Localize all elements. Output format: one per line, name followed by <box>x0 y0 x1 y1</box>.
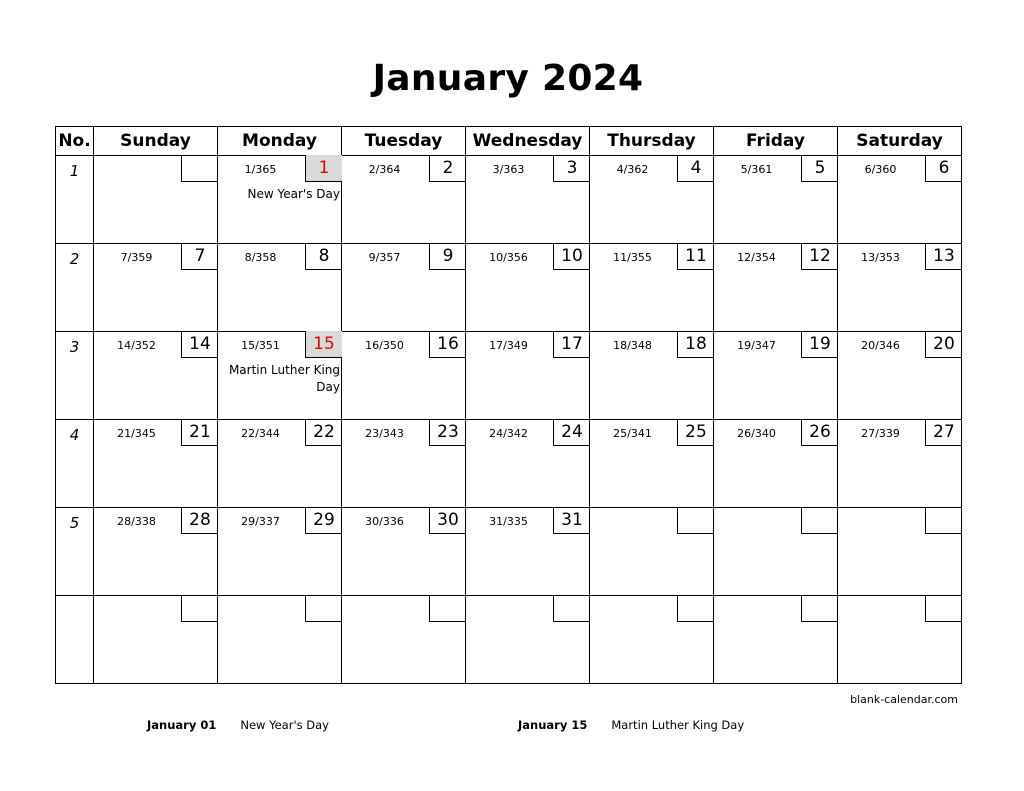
week-number <box>56 332 94 420</box>
day-cell[interactable] <box>590 596 714 684</box>
calendar-grid <box>55 126 962 684</box>
date-number: 19 <box>801 331 838 358</box>
day-cell[interactable] <box>94 420 218 508</box>
day-count: 10/356 <box>489 251 528 264</box>
week-row <box>56 508 962 596</box>
week-row <box>56 420 962 508</box>
day-count: 23/343 <box>365 427 404 440</box>
day-header-monday: Monday <box>218 127 342 156</box>
date-number: 23 <box>429 419 466 446</box>
date-number: 20 <box>925 331 962 358</box>
week-number <box>56 420 94 508</box>
week-number <box>56 244 94 332</box>
day-cell[interactable] <box>714 596 838 684</box>
date-number <box>677 595 714 622</box>
day-cell[interactable] <box>342 156 466 244</box>
date-number: 14 <box>181 331 218 358</box>
week-number-label: 2 <box>69 250 80 268</box>
day-cell[interactable] <box>342 244 466 332</box>
day-cell[interactable] <box>466 332 590 420</box>
week-row <box>56 596 962 684</box>
date-number <box>925 507 962 534</box>
day-count: 15/351 <box>241 339 280 352</box>
day-cell[interactable] <box>94 596 218 684</box>
day-count: 19/347 <box>737 339 776 352</box>
day-cell[interactable] <box>590 156 714 244</box>
date-number: 7 <box>181 243 218 270</box>
holiday-name: Martin Luther King Day <box>611 718 745 732</box>
week-number <box>56 508 94 596</box>
date-number: 25 <box>677 419 714 446</box>
date-number: 2 <box>429 155 466 182</box>
week-row <box>56 156 962 244</box>
day-cell[interactable] <box>466 596 590 684</box>
day-cell[interactable] <box>466 508 590 596</box>
week-row <box>56 244 962 332</box>
date-number: 13 <box>925 243 962 270</box>
day-count: 29/337 <box>241 515 280 528</box>
date-number: 29 <box>305 507 342 534</box>
day-cell[interactable] <box>218 332 342 420</box>
date-number <box>429 595 466 622</box>
date-number <box>181 155 218 182</box>
day-cell[interactable] <box>838 420 962 508</box>
date-number: 27 <box>925 419 962 446</box>
day-cell[interactable] <box>838 332 962 420</box>
date-number: 1 <box>305 155 342 182</box>
holiday-date: January 01 <box>147 718 217 732</box>
date-number: 5 <box>801 155 838 182</box>
day-header-tuesday: Tuesday <box>342 127 466 156</box>
day-cell[interactable] <box>94 332 218 420</box>
date-number: 28 <box>181 507 218 534</box>
date-number: 11 <box>677 243 714 270</box>
day-cell[interactable] <box>714 508 838 596</box>
day-count: 28/338 <box>117 515 156 528</box>
day-count: 5/361 <box>740 163 773 176</box>
holiday-list-item <box>518 718 744 732</box>
date-number: 6 <box>925 155 962 182</box>
day-cell[interactable] <box>94 244 218 332</box>
week-number-label: 4 <box>69 426 80 444</box>
day-count: 8/358 <box>244 251 277 264</box>
day-cell[interactable] <box>590 332 714 420</box>
day-cell[interactable] <box>838 244 962 332</box>
day-cell[interactable] <box>218 156 342 244</box>
day-cell[interactable] <box>838 156 962 244</box>
day-cell[interactable] <box>714 420 838 508</box>
day-count: 22/344 <box>241 427 280 440</box>
date-number: 3 <box>553 155 590 182</box>
week-number <box>56 596 94 684</box>
date-number <box>677 507 714 534</box>
day-count: 30/336 <box>365 515 404 528</box>
day-cell[interactable] <box>94 508 218 596</box>
day-cell[interactable] <box>714 156 838 244</box>
day-header-sunday: Sunday <box>94 127 218 156</box>
day-cell[interactable] <box>466 156 590 244</box>
day-cell[interactable] <box>590 508 714 596</box>
date-number: 10 <box>553 243 590 270</box>
day-header-thursday: Thursday <box>590 127 714 156</box>
date-number: 18 <box>677 331 714 358</box>
date-number: 16 <box>429 331 466 358</box>
week-number-label: 3 <box>69 338 80 356</box>
day-count: 25/341 <box>613 427 652 440</box>
day-cell[interactable] <box>342 420 466 508</box>
day-count: 7/359 <box>120 251 153 264</box>
day-header-friday: Friday <box>714 127 838 156</box>
day-count: 2/364 <box>368 163 401 176</box>
week-number-label <box>56 596 93 602</box>
week-number <box>56 156 94 244</box>
date-number: 26 <box>801 419 838 446</box>
date-number <box>181 595 218 622</box>
day-header-saturday: Saturday <box>838 127 962 156</box>
date-number <box>553 595 590 622</box>
day-count: 18/348 <box>613 339 652 352</box>
day-cell[interactable] <box>466 244 590 332</box>
day-count: 11/355 <box>613 251 652 264</box>
date-number: 30 <box>429 507 466 534</box>
day-count: 27/339 <box>861 427 900 440</box>
day-cell[interactable] <box>838 596 962 684</box>
day-cell[interactable] <box>218 596 342 684</box>
day-count: 9/357 <box>368 251 401 264</box>
date-number <box>801 595 838 622</box>
calendar-title: January 2024 <box>372 58 644 99</box>
date-number: 22 <box>305 419 342 446</box>
day-cell[interactable] <box>218 420 342 508</box>
week-row <box>56 332 962 420</box>
date-number: 15 <box>305 331 342 358</box>
date-number: 9 <box>429 243 466 270</box>
holiday-label: New Year's Day <box>247 187 340 201</box>
day-count: 21/345 <box>117 427 156 440</box>
holiday-label: Martin Luther King Day <box>228 363 340 394</box>
day-count: 4/362 <box>616 163 649 176</box>
date-number: 4 <box>677 155 714 182</box>
day-count: 14/352 <box>117 339 156 352</box>
date-number <box>925 595 962 622</box>
day-count: 16/350 <box>365 339 404 352</box>
day-count: 26/340 <box>737 427 776 440</box>
day-count: 3/363 <box>492 163 525 176</box>
day-cell[interactable] <box>342 332 466 420</box>
day-count: 17/349 <box>489 339 528 352</box>
date-number: 12 <box>801 243 838 270</box>
day-cell[interactable] <box>94 156 218 244</box>
date-number: 8 <box>305 243 342 270</box>
day-count: 31/335 <box>489 515 528 528</box>
date-number: 31 <box>553 507 590 534</box>
holiday-list-item <box>147 718 329 732</box>
holiday-date: January 15 <box>518 718 588 732</box>
day-header-wednesday: Wednesday <box>466 127 590 156</box>
day-cell[interactable] <box>838 508 962 596</box>
week-number-label: 5 <box>69 514 80 532</box>
date-number: 17 <box>553 331 590 358</box>
date-number: 24 <box>553 419 590 446</box>
day-count: 13/353 <box>861 251 900 264</box>
day-cell[interactable] <box>342 596 466 684</box>
week-number-header: No. <box>56 127 94 156</box>
day-cell[interactable] <box>218 508 342 596</box>
date-number: 21 <box>181 419 218 446</box>
date-number <box>801 507 838 534</box>
holiday-name: New Year's Day <box>240 718 329 732</box>
day-count: 1/365 <box>244 163 277 176</box>
header-row <box>56 127 962 156</box>
date-number <box>305 595 342 622</box>
site-credit: blank-calendar.com <box>850 693 958 706</box>
day-cell[interactable] <box>590 420 714 508</box>
week-number-label: 1 <box>69 162 80 180</box>
day-cell[interactable] <box>466 420 590 508</box>
day-cell[interactable] <box>590 244 714 332</box>
day-cell[interactable] <box>714 332 838 420</box>
day-count: 6/360 <box>864 163 897 176</box>
day-count: 20/346 <box>861 339 900 352</box>
day-cell[interactable] <box>342 508 466 596</box>
day-count: 12/354 <box>737 251 776 264</box>
day-cell[interactable] <box>218 244 342 332</box>
day-cell[interactable] <box>714 244 838 332</box>
day-count: 24/342 <box>489 427 528 440</box>
